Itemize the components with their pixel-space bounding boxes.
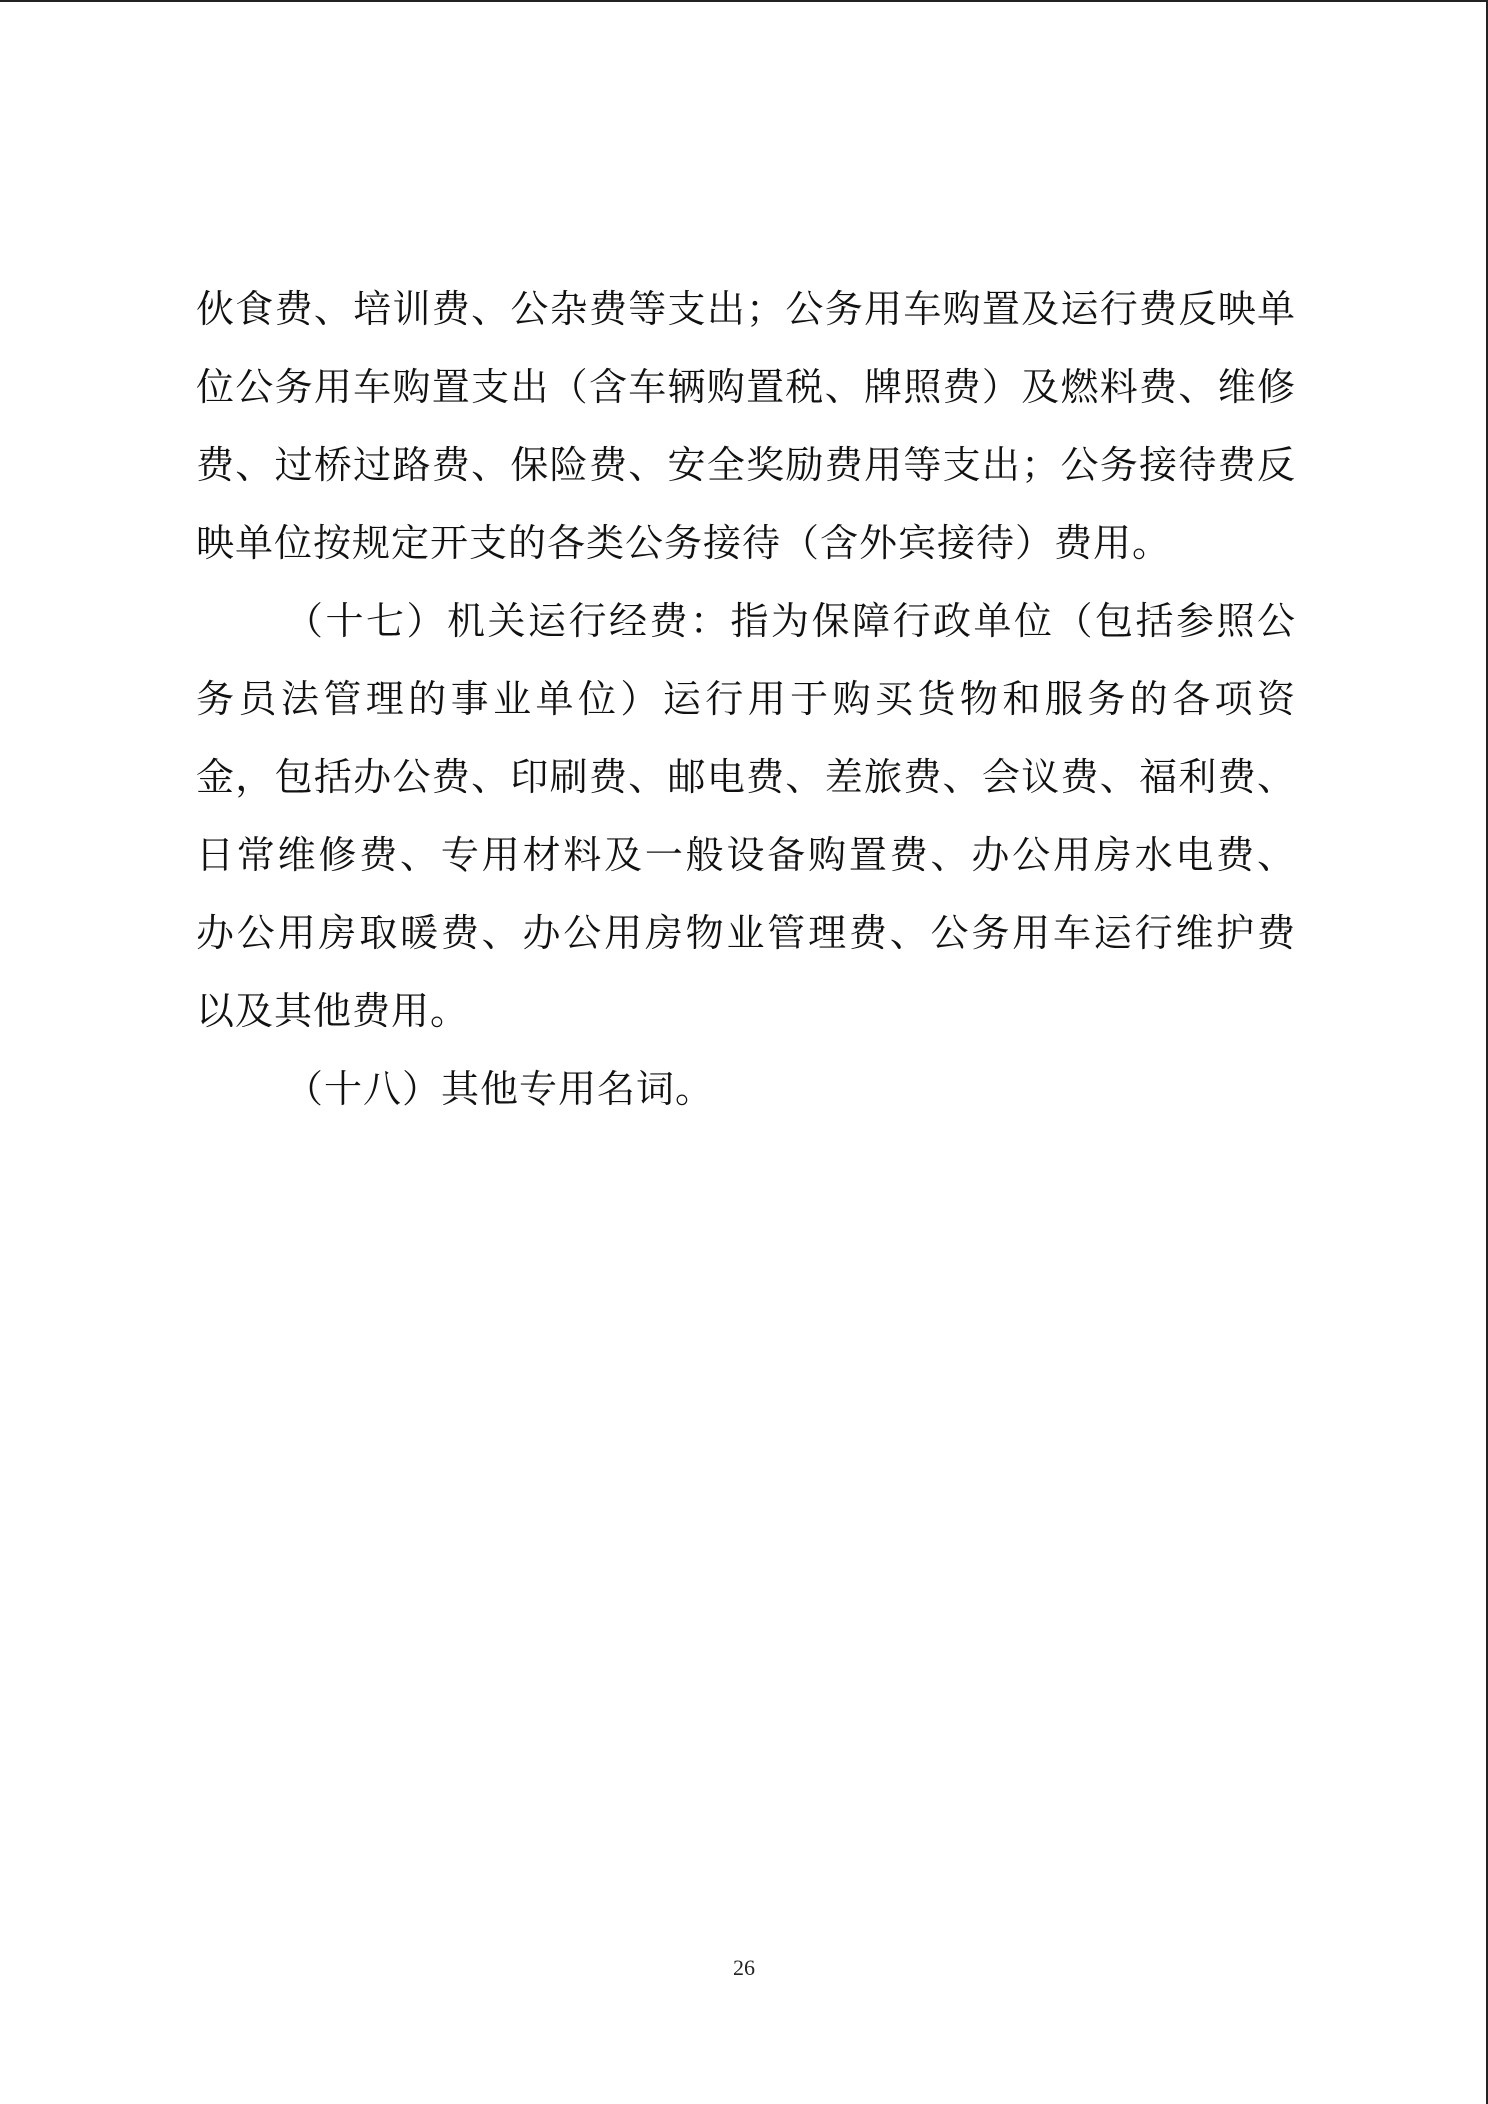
text-line: 务员法管理的事业单位）运行用于购买货物和服务的各项资 [196,677,1296,721]
text-line: 金，包括办公费、印刷费、邮电费、差旅费、会议费、福利费、 [196,755,1296,799]
text-line: 位公务用车购置支出（含车辆购置税、牌照费）及燃料费、维修 [196,365,1296,409]
text-line: 映单位按规定开支的各类公务接待（含外宾接待）费用。 [196,521,1172,565]
page-number: 26 [733,1955,755,1980]
text-line: 日常维修费、专用材料及一般设备购置费、办公用房水电费、 [196,833,1296,877]
text-line: 费、过桥过路费、保险费、安全奖励费用等支出；公务接待费反 [196,443,1296,487]
text-line: （十八）其他专用名词。 [285,1067,715,1111]
text-line: 伙食费、培训费、公杂费等支出；公务用车购置及运行费反映单 [196,287,1296,331]
text-line: 以及其他费用。 [196,989,470,1033]
text-line: （十七）机关运行经费：指为保障行政单位（包括参照公 [285,599,1296,643]
body-text [196,270,1296,1128]
text-line: 办公用房取暖费、办公用房物业管理费、公务用车运行维护费 [196,911,1296,955]
